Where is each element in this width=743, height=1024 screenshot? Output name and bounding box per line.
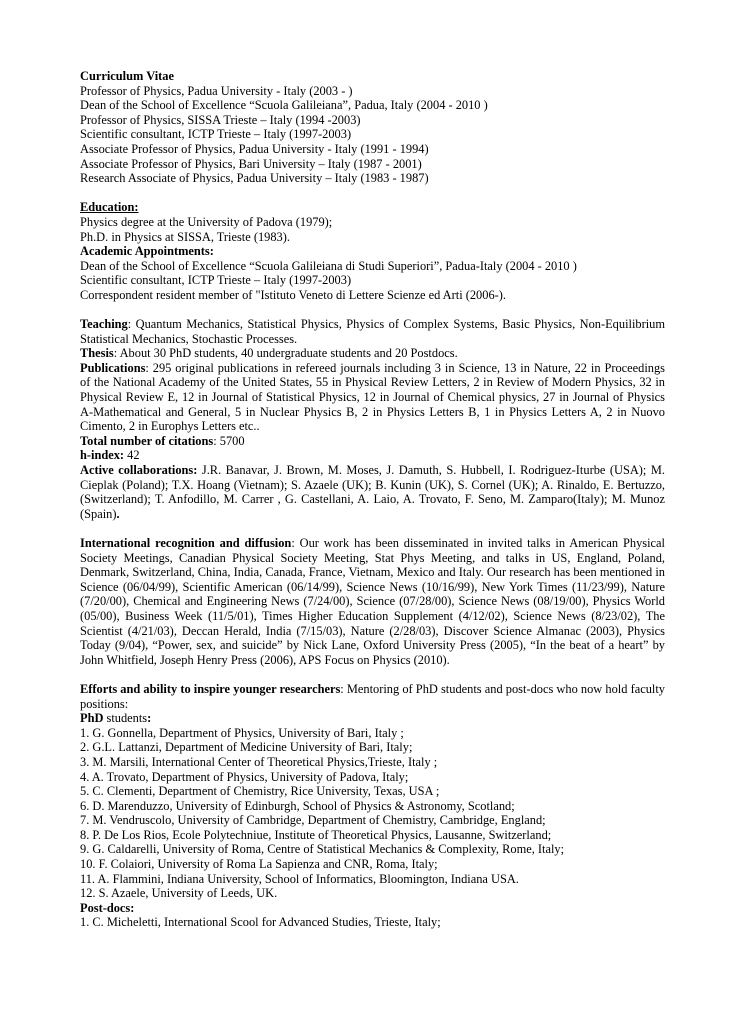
hindex-value: 42: [124, 448, 140, 463]
publications-text: : 295 original publications in refereed journals including 3 in Science, 13 in Nature, 22 in Proceedings of the National Academy of the United States, 55 in Physical Review Letters, 2 in Review of Modern Physics, 32 in Physical Review E, 12 in Journal of Statistical Physics, 12 in Journal of Chemical physics, 27 in Journal of Physics A-Mathematical and General, 5 in Nuclear Physics B, 2 in Physics Letters B, 1 in Physics Letters A, 2 in Nuovo Cimento, 2 in Europhys Letters etc..: [80, 360, 665, 434]
publications-paragraph: [80, 361, 665, 434]
list-item: 5. C. Clementi, Department of Chemistry, Rice University, Texas, USA ;: [80, 784, 440, 799]
appointment-item: Correspondent resident member of "Istituto Veneto di Lettere Scienze ed Arti (2006-).: [80, 287, 506, 302]
hindex-label: h-index:: [80, 448, 125, 463]
list-item: 2. G.L. Lattanzi, Department of Medicine University of Bari, Italy;: [80, 740, 413, 755]
list-item: 1. G. Gonnella, Department of Physics, University of Bari, Italy ;: [80, 725, 404, 740]
recognition-label: International recognition and diffusion: [80, 536, 292, 550]
positions-list: [80, 84, 665, 186]
list-item: 7. M. Vendruscolo, University of Cambridge, Department of Chemistry, Cambridge, England;: [80, 813, 546, 828]
list-item: 3. M. Marsili, International Center of Theoretical Physics,Trieste, Italy ;: [80, 754, 438, 769]
teaching-paragraph: [80, 317, 665, 346]
collaborations-text: J.R. Banavar, J. Brown, M. Moses, J. Damuth, S. Hubbell, I. Rodriguez-Iturbe (USA); M. Cieplak (Poland); T.X. Hoang (Vietnam); S. Azaele (UK); B. Kunin (UK), S. Cornel (UK); A. Rinaldo, E. Bertuzzo, (Switzerland); T. Anfodillo, M. Carrer , G. Castellani, A. Laio, A. Trovato, F. Seno, M. Zamparo(Italy); M. Munoz (Spain): [80, 463, 665, 521]
recognition-paragraph: [80, 536, 665, 667]
position-item: Associate Professor of Physics, Padua University - Italy (1991 - 1994): [80, 141, 429, 156]
publications-label: Publications: [80, 360, 146, 375]
phd-heading: [80, 711, 665, 726]
appointments-heading: Academic Appointments:: [80, 244, 214, 259]
position-item: Dean of the School of Excellence “Scuola Galileiana”, Padua, Italy (2004 - 2010 ): [80, 98, 488, 113]
efforts-text: : Mentoring of PhD students and post-docs who now hold faculty positions:: [80, 681, 665, 711]
phd-label: PhD: [80, 711, 104, 726]
cv-title: Curriculum Vitae: [80, 69, 174, 83]
list-item: 12. S. Azaele, University of Leeds, UK.: [80, 886, 278, 901]
education-item: Ph.D. in Physics at SISSA, Trieste (1983).: [80, 229, 290, 244]
list-item: 9. G. Caldarelli, University of Roma, Centre of Statistical Mechanics & Complexity, Rome, Italy;: [80, 842, 565, 857]
position-item: Associate Professor of Physics, Bari University – Italy (1987 - 2001): [80, 156, 422, 171]
phd-list: [80, 726, 665, 901]
thesis-label: Thesis: [80, 346, 114, 361]
hindex-line: [80, 448, 665, 463]
cv-document: [80, 69, 665, 930]
list-item: 11. A. Flammini, Indiana University, School of Informatics, Bloomington, Indiana USA.: [80, 871, 519, 886]
teaching-label: Teaching: [80, 317, 128, 332]
list-item: 10. F. Colaiori, University of Roma La Sapienza and CNR, Roma, Italy;: [80, 857, 438, 872]
phd-label-rest: students: [103, 711, 148, 726]
thesis-paragraph: [80, 346, 665, 361]
recognition-text: : Our work has been disseminated in invited talks in American Physical Society Meetings, Canadian Physical Society Meeting, Stat Phys Meeting, and talks in US, England, Poland, Denmark, Switzerland, China, India, Canada, France, Vietnam, Mexico and Italy. Our research has been mentioned in Science (06/04/99), Scientific American (06/14/99), Science News (10/16/99), New York Times (11/23/99), Nature (7/20/00), Chemical and Engineering News (7/24/00), Science (07/28/00), Science News (08/19/00), Physics World (05/00), Business Week (11/5/01), Times Higher Education Supplement (4/12/02), Science News (8/23/02), The Scientist (4/21/03), Deccan Herald, India (7/15/03), Nature (2/28/03), Discover Science Almanac (2003), Physics Today (9/04), “Power, sex, and suicide” by Nick Lane, Oxford University Press (2005), “In the beat of a heart” by John Whitfield, Joseph Henry Press (2006), APS Focus on Physics (2010).: [80, 536, 665, 667]
list-item: 8. P. De Los Rios, Ecole Polytechniue, Institute of Theoretical Physics, Lausanne, Switzerland;: [80, 827, 552, 842]
teaching-text: : Quantum Mechanics, Statistical Physics, Physics of Complex Systems, Basic Physics, Non-Equilibrium Statistical Mechanics, Stochastic Processes.: [80, 317, 665, 346]
position-item: Research Associate of Physics, Padua University – Italy (1983 - 1987): [80, 171, 429, 186]
list-item: 4. A. Trovato, Department of Physics, University of Padova, Italy;: [80, 769, 409, 784]
postdocs-heading: Post-docs:: [80, 900, 135, 915]
list-item: 6. D. Marenduzzo, University of Edinburgh, School of Physics & Astronomy, Scotland;: [80, 798, 515, 813]
appointment-item: Dean of the School of Excellence “Scuola Galileiana di Studi Superiori”, Padua-Italy (2004 - 2010 ): [80, 258, 577, 273]
citations-label: Total number of citations: [80, 433, 214, 448]
position-item: Scientific consultant, ICTP Trieste – Italy (1997-2003): [80, 127, 352, 142]
position-item: Professor of Physics, SISSA Trieste – Italy (1994 -2003): [80, 112, 361, 127]
citations-line: [80, 434, 665, 449]
collaborations-tail: .: [116, 506, 120, 521]
appointment-item: Scientific consultant, ICTP Trieste – Italy (1997-2003): [80, 273, 352, 288]
education-heading: Education:: [80, 200, 139, 215]
thesis-text: : About 30 PhD students, 40 undergraduate students and 20 Postdocs.: [113, 346, 458, 361]
education-item: Physics degree at the University of Padova (1979);: [80, 214, 333, 229]
efforts-paragraph: [80, 682, 665, 711]
citations-value: : 5700: [213, 433, 245, 448]
efforts-label: Efforts and ability to inspire younger researchers: [80, 681, 341, 696]
phd-colon: :: [147, 711, 152, 726]
position-item: Professor of Physics, Padua University - Italy (2003 - ): [80, 83, 353, 98]
collaborations-paragraph: [80, 463, 665, 521]
collaborations-label: Active collaborations:: [80, 463, 198, 478]
list-item: 1. C. Micheletti, International Scool for Advanced Studies, Trieste, Italy;: [80, 915, 441, 930]
